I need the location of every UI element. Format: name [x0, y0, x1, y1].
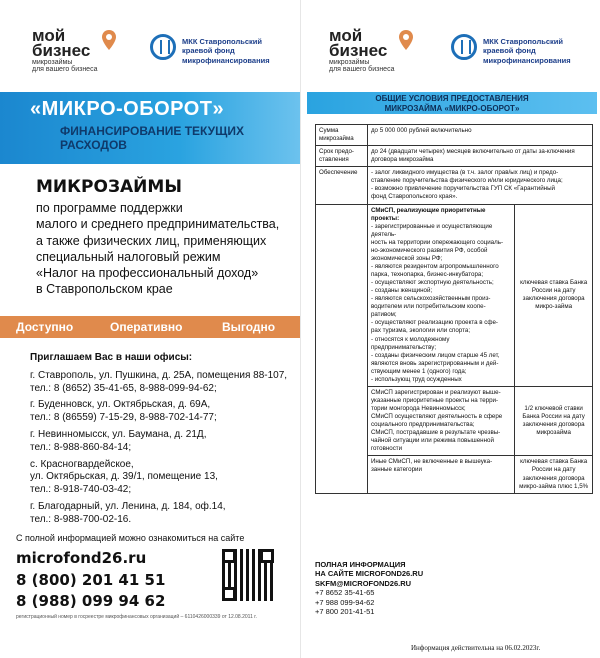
- validity-note: Информация действительна на 06.02.2023г.: [411, 644, 541, 652]
- phone-number[interactable]: +7 8652 35-41-65: [315, 588, 375, 598]
- offices-heading: Приглашаем Вас в наши офисы:: [30, 352, 193, 363]
- table-row: Срок предо-ставления до 24 (двадцати четырех) месяцев включительно от даты за-ключения договора микрозайма: [316, 146, 593, 167]
- info-note: С полной информацией можно ознакомиться на сайте: [16, 533, 245, 543]
- registration-note: регистрационный номер в госреестре микрофинансовых организаций – 6110426000339 от 12.08.2011 г.: [16, 614, 257, 620]
- table-row: Сумма микрозайма до 5 000 000 рублей включительно: [316, 125, 593, 146]
- phone-number[interactable]: 8 (800) 201 41 51: [16, 571, 166, 589]
- benefit-item: Выгодно: [222, 320, 276, 334]
- phone-number[interactable]: +7 988 099-94-62: [315, 597, 375, 607]
- contact-info: ПОЛНАЯ ИНФОРМАЦИЯ НА САЙТЕ MICROFOND26.RU SKFM@MICROFOND26.RU +7 8652 35-41-65 +7 988 099-94-62 +7 800 201-41-51: [315, 560, 424, 616]
- office-item: г. Ставрополь, ул. Пушкина, д. 25А, помещения 88-107, тел.: 8 (8652) 35-41-65, 8-988-099-94-62;: [30, 369, 288, 394]
- office-item: г. Благодарный, ул. Ленина, д. 184, оф.14, тел.: 8-988-700-02-16.: [30, 500, 226, 525]
- fund-name: МКК Ставропольский краевой фонд микрофинансирования: [182, 37, 270, 65]
- benefit-item: Оперативно: [110, 320, 183, 334]
- qr-code-icon: [222, 549, 274, 601]
- location-pin-icon: [399, 30, 413, 50]
- website-link[interactable]: microfond26.ru: [16, 549, 147, 567]
- intro-heading: МИКРОЗАЙМЫ: [36, 177, 182, 197]
- office-item: г. Невинномысск, ул. Баумана, д. 21Д, тел.: 8-988-860-84-14;: [30, 428, 207, 453]
- right-panel: [300, 0, 600, 658]
- phone-number[interactable]: 8 (988) 099 94 62: [16, 592, 166, 610]
- conditions-heading: ОБЩИЕ УСЛОВИЯ ПРЕДОСТАВЛЕНИЯ МИКРОЗАЙМА «МИКРО-ОБОРОТ»: [307, 92, 597, 114]
- moy-biznes-logo: мой бизнес микрозаймы для вашего бизнеса: [329, 26, 395, 74]
- fund-logo-icon: [451, 34, 477, 60]
- program-banner: [0, 92, 300, 164]
- location-pin-icon: [102, 30, 116, 50]
- table-row: СМиСП, реализующие приоритетные проекты: - зарегистрированные и осуществляющие деятель- ность на территории опережающего социаль- но-экономического развития РФ, особой экономической зоны РФ; - являются резидентом агропромышленного парка, технопарка, бизнес-инкубатора; - осуществляют экспортную деятельность; - созданы женщиной; - являются сельскохозяйственным произ- водителем или потребительским коопе- ративом; - осуществляют реализацию проекта в сфе- рах туризма, экологии или спорта; - относятся к молодежному предпринимательству; - созданы физическим лицом старше 45 лет, являются вновь зарегистрированным и дей- ствующим менее 1 (одного) года; - использующ труд осужденных ключевая ставка Банка России на дату заключения договора микро-займа: [316, 204, 593, 386]
- intro-text: МИКРОЗАЙМЫ по программе поддержки малого и среднего предпринимательства, а также физических лиц, применяющих специальный налоговый режим «Налог на профессиональный доход» в Ставропольском крае: [36, 176, 296, 298]
- fund-name: МКК Ставропольский краевой фонд микрофинансирования: [483, 37, 571, 65]
- table-row: СМиСП зарегистрирован и реализуют выше- указанные приоритетные проекты на терри- тории монгорода Невинномысск; СМиСП осуществляют деятельность в сфере социального предпринимательства; СМиСП, пострадавшие в результате чрезвы- чайной ситуации или режима повышенной готовности 1/2 ключевой ставки Банка России на дату заключения договора микрозайма: [316, 386, 593, 456]
- benefits-band: [0, 316, 300, 338]
- table-row: Обеспечение - залог ликвидного имущества (в т.ч. залог прав/ых лиц) и предо- ставление поручительства физического и/или юридического лица; - возможно привлечение поручительства ГУП СК «Гарантийный фонд Ставропольского края».: [316, 167, 593, 204]
- office-item: с. Красногвардейское, ул. Октябрьская, д. 39/1, помещение 13, тел.: 8-918-740-03-42;: [30, 458, 218, 496]
- banner-title: «МИКРО-ОБОРОТ»: [30, 98, 225, 120]
- phone-number[interactable]: +7 800 201-41-51: [315, 606, 375, 616]
- benefit-item: Доступно: [16, 320, 74, 334]
- email-link[interactable]: SKFM@MICROFOND26.RU: [315, 578, 412, 588]
- offices-list: [30, 352, 296, 531]
- table-row: Иные СМиСП, не включенные в вышеука-занные категории ключевая ставка Банка России на дату заключения договора микро-займа плюс 1,5%: [316, 456, 593, 493]
- conditions-table: [315, 124, 593, 494]
- fund-logo-icon: [150, 34, 176, 60]
- website-link[interactable]: НА САЙТЕ MICROFOND26.RU: [315, 569, 424, 579]
- office-item: г. Буденновск, ул. Октябрьская, д. 69А, тел.: 8 (86559) 7-15-29, 8-988-702-14-77;: [30, 399, 217, 424]
- moy-biznes-logo: мой бизнес микрозаймы для вашего бизнеса: [32, 26, 98, 74]
- banner-subtitle: ФИНАНСИРОВАНИЕ ТЕКУЩИХ РАСХОДОВ: [60, 124, 244, 153]
